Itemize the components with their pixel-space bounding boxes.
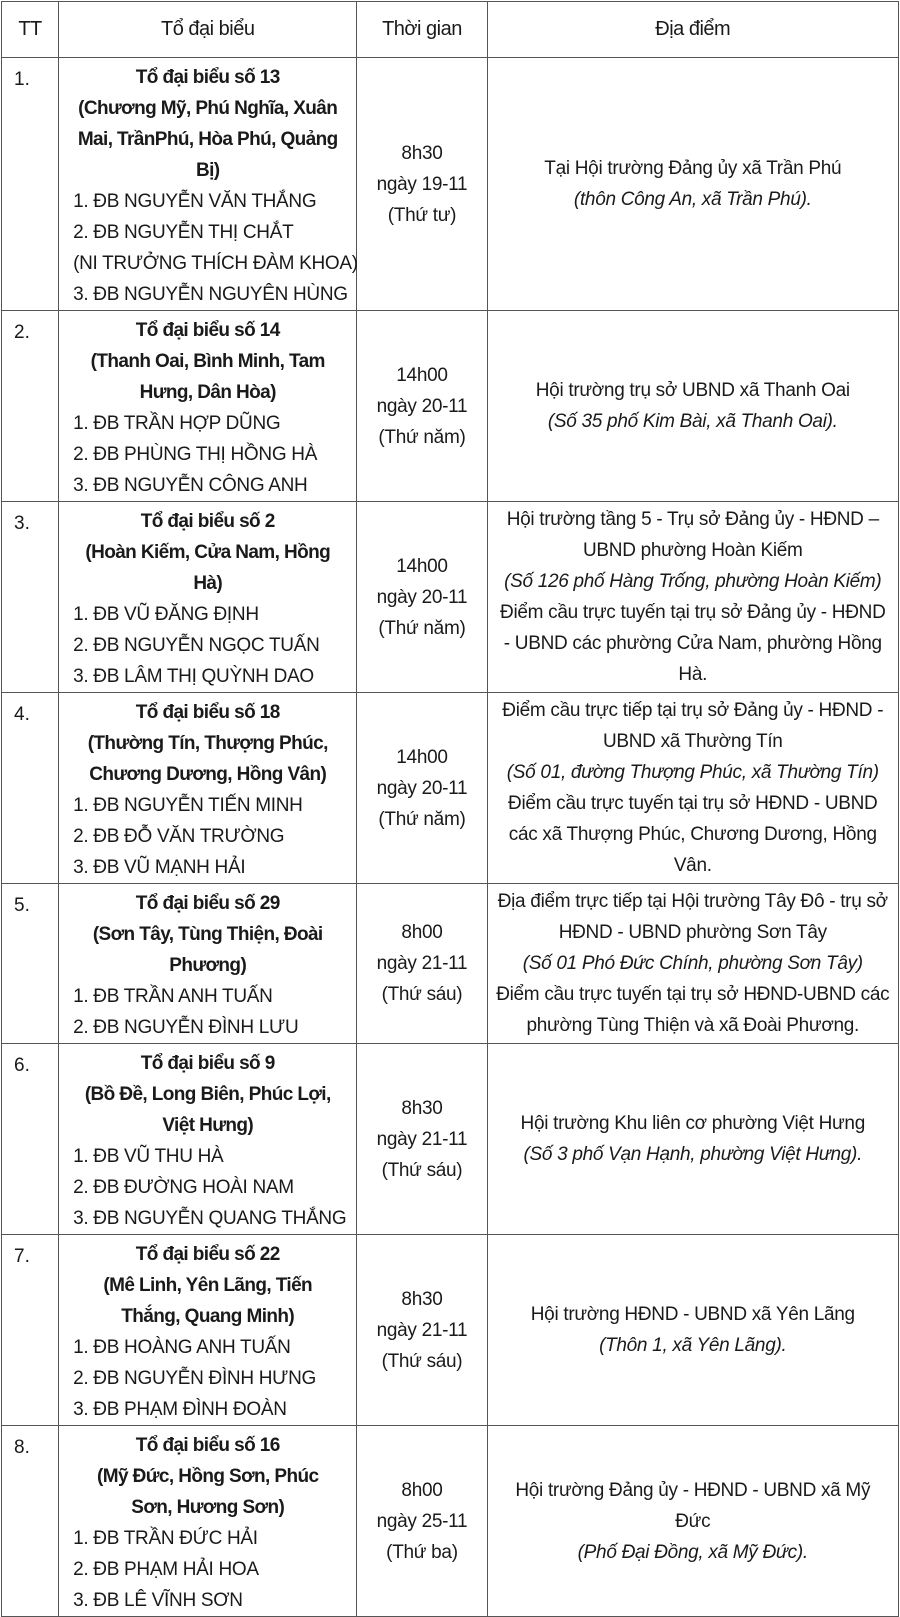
delegate-name: 1. ĐB VŨ ĐĂNG ĐỊNH (73, 604, 259, 625)
group-name: Tổ đại biểu số 2 (140, 511, 275, 532)
time-line: 14h00 (396, 555, 448, 577)
place-address: (Số 01 Phó Đức Chính, phường Sơn Tây) (522, 953, 863, 974)
schedule-table (1, 1, 899, 1617)
group-districts: (Mỹ Đức, Hồng Sơn, Phúc Sơn, Hương Sơn) (97, 1466, 319, 1518)
delegate-name: 3. ĐB NGUYỄN QUANG THẮNG (73, 1208, 347, 1229)
delegate-name: 3. ĐB LÂM THỊ QUỲNH DAO (73, 666, 314, 687)
delegate-name: 1. ĐB HOÀNG ANH TUẤN (73, 1337, 291, 1358)
row-number: 7. (2, 1235, 59, 1426)
time-cell (357, 311, 487, 502)
row-number: 5. (2, 884, 59, 1044)
group-name: Tổ đại biểu số 14 (135, 320, 280, 341)
table-row (2, 693, 899, 884)
time-cell (357, 502, 487, 693)
place-address: (Số 01, đường Thượng Phúc, xã Thường Tín) (506, 762, 879, 783)
row-number: 4. (2, 693, 59, 884)
place-cell (487, 1235, 898, 1426)
group-districts: (Hoàn Kiếm, Cửa Nam, Hồng Hà) (85, 542, 331, 594)
place-venue: Hội trường tầng 5 - Trụ sở Đảng ủy - HĐND – UBND phường Hoàn Kiếm (506, 509, 879, 561)
table-row (2, 1426, 899, 1617)
time-cell (357, 1235, 487, 1426)
group-districts: (Mê Linh, Yên Lãng, Tiến Thắng, Quang Minh) (103, 1275, 313, 1327)
time-line: ngày 21-11 (376, 1128, 468, 1150)
place-cell (487, 58, 898, 311)
delegate-name: 2. ĐB NGUYỄN ĐÌNH HƯNG (73, 1368, 316, 1389)
place-address: (Số 35 phố Kim Bài, xã Thanh Oai). (547, 411, 838, 432)
group-name: Tổ đại biểu số 22 (135, 1244, 280, 1265)
time-line: (Thứ năm) (378, 426, 466, 448)
place-venue: Điểm cầu trực tuyến tại trụ sở HĐND-UBND các phường Tùng Thiện và xã Đoài Phương. (496, 984, 890, 1036)
time-line: 8h00 (401, 1479, 443, 1501)
place-venue: Điểm cầu trực tiếp tại trụ sở Đảng ủy - HĐND - UBND xã Thường Tín (502, 700, 884, 752)
place-cell (487, 1044, 898, 1235)
time-line: 8h30 (401, 1097, 443, 1119)
time-line: 8h30 (401, 142, 443, 164)
time-cell (357, 693, 487, 884)
delegate-name: 3. ĐB LÊ VĨNH SƠN (73, 1590, 243, 1611)
time-line: ngày 21-11 (376, 1319, 468, 1341)
table-row (2, 1235, 899, 1426)
delegate-name: 1. ĐB VŨ THU HÀ (73, 1146, 224, 1167)
time-line: ngày 25-11 (376, 1510, 468, 1532)
place-venue: Điểm cầu trực tuyến tại trụ sở Đảng ủy - HĐND - UBND các phường Cửa Nam, phường Hồng Hà. (500, 602, 886, 685)
group-districts: (Chương Mỹ, Phú Nghĩa, Xuân Mai, TrầnPhú, Hòa Phú, Quảng Bị) (77, 98, 338, 181)
delegate-name: 3. ĐB VŨ MẠNH HẢI (73, 857, 246, 878)
group-name: Tổ đại biểu số 29 (135, 893, 280, 914)
time-line: ngày 19-11 (376, 173, 468, 195)
time-line: ngày 20-11 (376, 395, 468, 417)
time-line: (Thứ sáu) (381, 1159, 463, 1181)
delegate-name: 2. ĐB PHÙNG THỊ HỒNG HÀ (73, 444, 318, 465)
time-line: (Thứ năm) (378, 617, 466, 639)
time-line: ngày 20-11 (376, 777, 468, 799)
time-line: (Thứ tư) (387, 204, 457, 226)
group-cell (59, 502, 357, 693)
time-line: (Thứ ba) (386, 1541, 458, 1563)
time-line: 8h00 (401, 922, 443, 943)
place-venue: Tại Hội trường Đảng ủy xã Trần Phú (544, 158, 842, 179)
time-line: ngày 20-11 (376, 586, 468, 608)
group-name: Tổ đại biểu số 9 (140, 1053, 275, 1074)
time-cell (357, 884, 487, 1044)
time-cell (357, 1044, 487, 1235)
delegate-name: 2. ĐB NGUYỄN ĐÌNH LƯU (73, 1017, 299, 1038)
group-cell (59, 58, 357, 311)
delegate-name: 1. ĐB NGUYỄN TIẾN MINH (73, 795, 303, 816)
place-venue: Điểm cầu trực tuyến tại trụ sở HĐND - UBND các xã Thượng Phúc, Chương Dương, Hồng Vân. (508, 793, 878, 876)
place-cell (487, 502, 898, 693)
delegate-name: 1. ĐB TRẦN ĐỨC HẢI (73, 1528, 258, 1549)
delegate-name: 3. ĐB NGUYỄN NGUYÊN HÙNG (73, 284, 348, 305)
delegate-name: 2. ĐB PHẠM HẢI HOA (73, 1559, 259, 1580)
delegate-name: 2. ĐB ĐỖ VĂN TRƯỜNG (73, 826, 285, 847)
table-row (2, 58, 899, 311)
time-line: 8h30 (401, 1288, 443, 1310)
delegate-name: 2. ĐB NGUYỄN THỊ CHẮT (73, 222, 294, 243)
group-districts: (Thanh Oai, Bình Minh, Tam Hưng, Dân Hòa) (90, 351, 325, 403)
place-venue: Hội trường trụ sở UBND xã Thanh Oai (535, 380, 850, 401)
table-row (2, 1044, 899, 1235)
table-row (2, 311, 899, 502)
time-cell (357, 58, 487, 311)
time-line: (Thứ sáu) (381, 984, 463, 1005)
group-name: Tổ đại biểu số 18 (135, 702, 280, 723)
time-line: 14h00 (396, 746, 448, 768)
place-address: (thôn Công An, xã Trần Phú). (573, 189, 812, 210)
time-line: (Thứ năm) (378, 808, 466, 830)
delegate-name: 1. ĐB TRẦN HỢP DŨNG (73, 413, 281, 434)
table-header-row (2, 2, 899, 58)
delegate-name: 3. ĐB NGUYỄN CÔNG ANH (73, 475, 308, 496)
time-line: ngày 21-11 (376, 953, 468, 974)
table-row (2, 884, 899, 1044)
group-cell (59, 884, 357, 1044)
place-address: (Số 3 phố Vạn Hạnh, phường Việt Hưng). (523, 1144, 863, 1165)
place-address: (Thôn 1, xã Yên Lãng). (599, 1335, 787, 1356)
row-number: 3. (2, 502, 59, 693)
table-body (2, 58, 899, 1617)
place-venue: Hội trường Đảng ủy - HĐND - UBND xã Mỹ Đức (515, 1479, 871, 1532)
header-group: Tổ đại biểu (59, 2, 357, 58)
place-address: (Số 126 phố Hàng Trống, phường Hoàn Kiếm) (504, 571, 882, 592)
place-cell (487, 884, 898, 1044)
group-districts: (Bồ Đề, Long Biên, Phúc Lợi, Việt Hưng) (84, 1084, 331, 1136)
delegate-name: 2. ĐB NGUYỄN NGỌC TUẤN (73, 635, 320, 656)
place-venue: Hội trường HĐND - UBND xã Yên Lãng (530, 1304, 855, 1325)
row-number: 2. (2, 311, 59, 502)
row-number: 6. (2, 1044, 59, 1235)
time-line: 14h00 (396, 364, 448, 386)
header-place: Địa điểm (487, 2, 898, 58)
group-name: Tổ đại biểu số 16 (135, 1435, 280, 1456)
time-line: (Thứ sáu) (381, 1350, 463, 1372)
group-name: Tổ đại biểu số 13 (135, 67, 280, 88)
place-cell (487, 311, 898, 502)
group-cell (59, 693, 357, 884)
table-row (2, 502, 899, 693)
place-cell (487, 1426, 898, 1617)
place-venue: Địa điểm trực tiếp tại Hội trường Tây Đô - trụ sở HĐND - UBND phường Sơn Tây (497, 891, 888, 943)
group-cell (59, 1426, 357, 1617)
group-cell (59, 1235, 357, 1426)
group-cell (59, 1044, 357, 1235)
place-cell (487, 693, 898, 884)
time-cell (357, 1426, 487, 1617)
place-address: (Phố Đại Đồng, xã Mỹ Đức). (577, 1541, 808, 1563)
delegate-name: 1. ĐB TRẦN ANH TUẤN (73, 986, 273, 1007)
row-number: 8. (2, 1426, 59, 1617)
group-districts: (Sơn Tây, Tùng Thiện, Đoài Phương) (92, 924, 323, 976)
group-cell (59, 311, 357, 502)
delegate-name: 3. ĐB PHẠM ĐÌNH ĐOÀN (73, 1399, 287, 1420)
row-number: 1. (2, 58, 59, 311)
group-districts: (Thường Tín, Thượng Phúc, Chương Dương, Hồng Vân) (87, 733, 328, 785)
delegate-name: 1. ĐB NGUYỄN VĂN THẮNG (73, 191, 317, 212)
place-venue: Hội trường Khu liên cơ phường Việt Hưng (520, 1113, 865, 1134)
delegate-name: 2. ĐB ĐƯỜNG HOÀI NAM (73, 1177, 294, 1198)
delegate-name: (NI TRƯỞNG THÍCH ĐÀM KHOA) (73, 253, 358, 274)
header-tt: TT (2, 2, 59, 58)
header-time: Thời gian (357, 2, 487, 58)
